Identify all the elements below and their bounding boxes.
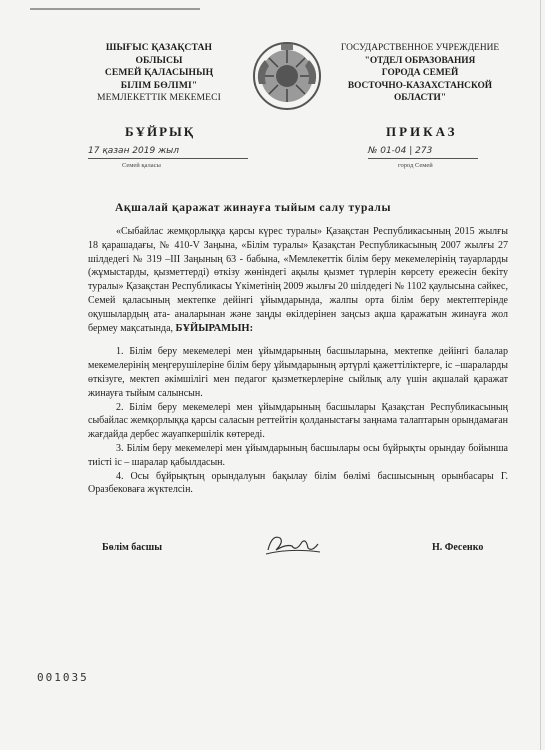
header-right-block	[330, 42, 510, 105]
order-title-russian: ПРИКАЗ	[386, 124, 458, 139]
decree-word: БҰЙЫРАМЫН:	[175, 322, 254, 334]
preamble-paragraph	[88, 225, 508, 335]
city-label-right: город Семей	[398, 162, 433, 169]
order-number: № 01-04 | 273	[368, 146, 478, 159]
city-label-left: Семей қаласы	[122, 162, 161, 169]
scan-edge-line	[540, 0, 541, 750]
order-date: 17 қазан 2019 жыл	[88, 146, 248, 159]
preamble-text: «Сыбайлас жемқорлыққа қарсы күрес туралы» Қазақстан Республикасының 2015 жылғы 18 қарашадағы, № 410-V Заңына, «Білім туралы» Қазақстан Республикасының 2007 жылғы 27 шілдедегі № 319 –III Заңының 63 - бабына, «Мемлекеттік білім беру мекемелерінің тауарларды (жұмыстарды, қызметтерді) өткізу жөніндегі ақылы қызмет түрлерін көрсету ережесін бекіту туралы» Қазақстан Республикасы Үкіметінің 2009 жылғы 20 шілдедегі № 1102 қаулысына сәйкес, Семей қаласының мектепке дейінгі ұйымдарында, жалпы орта білім беру мектептерінде оқушылардың ата- аналарынан және заңды өкілдерінен заңсыз ақша қаражатын жинауға жол бермеу мақсатында,	[88, 226, 508, 334]
header-left-line: ОБЛЫСЫ	[135, 54, 183, 66]
header-left-line: БІЛІМ БӨЛІМІ"	[120, 79, 198, 91]
header-left-sub: МЕМЛЕКЕТТІК МЕКЕМЕСІ	[97, 92, 221, 103]
header-right-top: ГОСУДАРСТВЕННОЕ УЧРЕЖДЕНИЕ	[340, 43, 500, 53]
handwritten-signature-icon	[262, 528, 322, 560]
order-item: 4. Осы бұйрықтың орындалуын бақылау білім бөлімі басшысының орынбасары Г. Оразбековаға жүктелсін.	[88, 470, 508, 496]
state-emblem-icon	[251, 40, 323, 112]
header-left-line: ШЫҒЫС ҚАЗАҚСТАН	[105, 42, 213, 53]
order-item: 2. Білім беру мекемелері мен ұйымдарының басшылары Қазақстан Республикасының сыбайлас жемқорлыққа қарсы саласын реттейтін қолданыстағы заңнама талаптарын орындамаған жағдайда дербес жауапкершілік көтереді.	[88, 401, 508, 441]
scan-edge-line	[30, 8, 200, 10]
serial-number: 001035	[37, 671, 89, 684]
order-title-kazakh: БҰЙРЫҚ	[125, 124, 196, 139]
order-item: 1. Білім беру мекемелері мен ұйымдарының басшыларына, мектепке дейінгі балалар мекемелерінің меңгерушілеріне білім беру ұйымдарының әртүрлі қажеттіліктерге, іс –шараларды өткізуге, мектеп әкімшілігі мен педагог қызметкерлеріне сыйлық алу үшін ақшалай қаражат жинауға тыйым салынсын.	[88, 346, 508, 399]
header-right-line: ОБЛАСТИ"	[393, 93, 447, 103]
header-left-block	[84, 42, 234, 105]
order-item: 3. Білім беру мекемелері мен ұйымдарының басшылары осы бұйрықты орындау бойынша тиісті іс – шаралар қабылдасын.	[88, 442, 508, 468]
order-subject: Ақшалай қаражат жинауға тыйым салу туралы	[115, 202, 392, 214]
header-left-line: СЕМЕЙ ҚАЛАСЫНЫҢ	[104, 67, 214, 78]
order-body	[88, 225, 508, 497]
signatory-name: Н. Фесенко	[432, 542, 484, 553]
header-right-line: "ОТДЕЛ ОБРАЗОВАНИЯ	[364, 55, 476, 66]
header-right-line: ГОРОДА СЕМЕЙ	[381, 68, 459, 78]
signatory-title: Бөлім басшы	[102, 542, 162, 553]
header-right-line: ВОСТОЧНО-КАЗАХСТАНСКОЙ	[347, 80, 493, 91]
